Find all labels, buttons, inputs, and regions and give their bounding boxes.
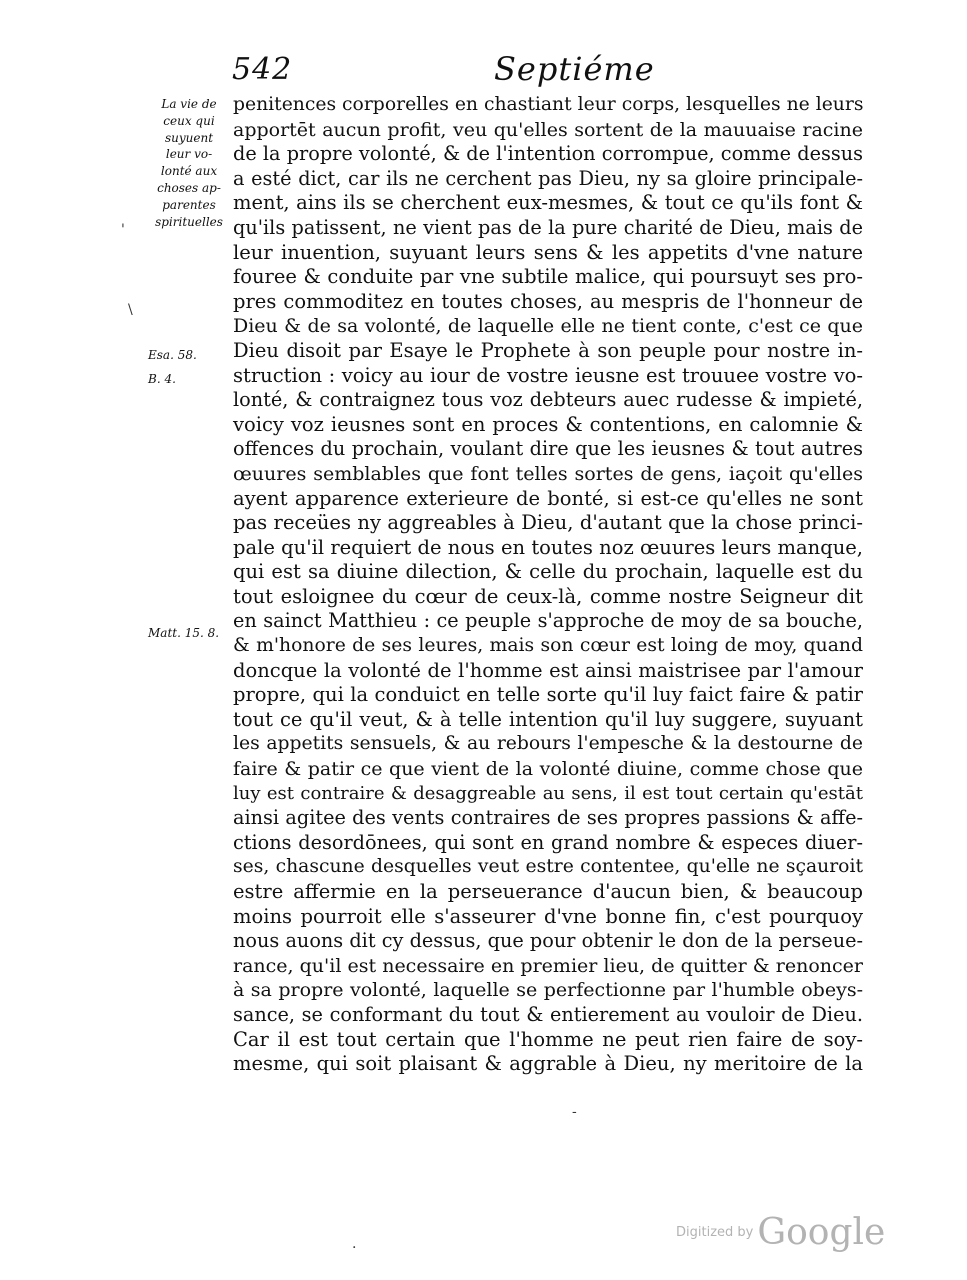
text-line: struction : voicy au iour de vostre ieusne est trouuee vostre vo- [233,363,863,387]
margin-note-line: suyuent [164,130,214,145]
page-number: 542 [232,52,293,87]
text-line: leur inuention, suyuant leurs sens & les appetits d'vne nature [233,240,863,264]
text-line: propre, qui la conduict en telle sorte qu'il luy faict faire & patir [233,683,863,707]
text-line: Dieu disoit par Esaye le Prophete à son peuple pour nostre in- [233,338,863,362]
text-line: faire & patir ce que vient de la volonté diuine, comme chose que [233,758,863,781]
text-line: ayent apparence exterieure de bonté, si est-ce qu'elles ne sont [233,486,863,510]
text-line: offences du prochain, voulant dire que les ieusnes & tout autres [233,437,863,461]
digitized-watermark [676,1212,885,1253]
text-line: pale qu'il requiert de nous en toutes noz œuures leurs manque, [233,535,863,559]
text-line: tout esloignee du cœur de ceux-là, comme nostre Seigneur dit [233,584,863,608]
text-line: penitences corporelles en chastiant leur corps, lesquelles ne leurs [233,94,864,115]
text-line: en sainct Matthieu : ce peuple s'approche de moy de sa bouche, [233,609,863,633]
text-line: Dieu & de sa volonté, de laquelle elle ne tient conte, c'est ce que [233,315,863,338]
text-line: luy est contraire & desaggreable au sens, il est tout certain qu'estāt [233,782,863,804]
margin-note-line: parentes [162,197,216,212]
text-line: à sa propre volonté, laquelle se perfectionne par l'humble obeys- [233,979,863,1002]
text-line: & m'honore de ses leures, mais son cœur est loing de moy, quand [233,635,863,657]
margin-mark: - [572,1104,577,1120]
text-line: ses, chascune desquelles veut estre contentee, qu'elle ne sçauroit [233,856,863,878]
margin-reference-line: Matt. 15. 8. [148,626,220,640]
margin-mark: ' [121,222,125,238]
margin-note-line: La vie de [161,97,217,111]
text-line: estre affermie en la perseuerance d'aucun bien, & beaucoup [233,880,863,903]
watermark-prefix: Digitized by [676,1225,754,1240]
text-line: pres commoditez en toutes choses, au mespris de l'honneur de [233,289,863,313]
text-line: rance, qu'il est necessaire en premier lieu, de quitter & renoncer [233,954,863,977]
text-line: Car il est tout certain que l'homme ne peut rien faire de soy- [233,1027,863,1051]
text-line: qui est sa diuine dilection, & celle du prochain, laquelle est du [233,560,863,584]
margin-mark: . [352,1236,357,1252]
text-line: a esté dict, car ils ne cerchent pas Dieu, ny sa gloire principale- [233,166,863,190]
margin-note-line: spirituelles [155,214,223,229]
text-line: tout ce qu'il veut, & à telle intention qu'il luy suggere, suyuant [233,707,863,731]
text-line: ctions desordōnees, qui sont en grand nombre & especes diuer- [233,830,863,854]
text-line: moins pourroit elle s'asseurer d'vne bonne fin, c'est pourquoy [233,904,863,928]
margin-note-line: ceux qui [163,113,215,128]
margin-note-line: lonté aux [160,164,218,179]
text-line: de la propre volonté, & de l'intention corrompue, comme dessus [233,142,863,166]
text-line: sance, se conformant du tout & entierement au vouloir de Dieu. [233,1002,863,1026]
text-line: doncque la volonté de l'homme est ainsi maistrisee par l'amour [233,658,863,682]
text-line: apportēt aucun profit, veu qu'elles sortent de la mauuaise racine [233,118,863,141]
margin-mark: \ [128,302,133,318]
margin-reference-matthieu [148,621,226,645]
margin-note-line: choses ap- [157,180,221,195]
text-line: mesme, qui soit plaisant & aggrable à Dieu, ny meritoire de la [233,1052,863,1076]
text-line: voicy voz ieusnes sont en proces & contentions, en calomnie & [233,412,863,436]
google-logo: Google [757,1212,886,1253]
margin-note-line: leur vo- [165,147,213,162]
text-line: lonté, & contraignez tous voz debteurs auec rudesse & impieté, [233,388,863,412]
text-line: ment, ains ils se cherchent eux-mesmes, & tout ce qu'ils font & [233,191,863,215]
margin-reference-line: Esa. 58. [148,348,197,362]
text-line: ainsi agitee des vents contraires de ses propres passions & affe- [233,806,863,830]
running-head: Septiéme [494,50,655,88]
margin-note [149,96,229,230]
margin-reference-esaye [148,343,226,391]
text-line: nous auons dit cy dessus, que pour obtenir le don de la perseue- [233,929,863,953]
body-text [233,93,863,1077]
text-line: pas receües ny aggreables à Dieu, d'autant que la chose princi- [233,511,863,535]
text-line: qu'ils patissent, ne vient pas de la pure charité de Dieu, mais de [233,215,863,239]
text-line: les appetits sensuels, & au rebours l'empesche & la destourne de [233,733,863,755]
text-line: œuures semblables que font telles sortes de gens, iaçoit qu'elles [233,462,863,485]
margin-reference-line: B. 4. [148,372,176,386]
text-line: fouree & conduite par vne subtile malice, qui poursuyt ses pro- [233,265,863,289]
